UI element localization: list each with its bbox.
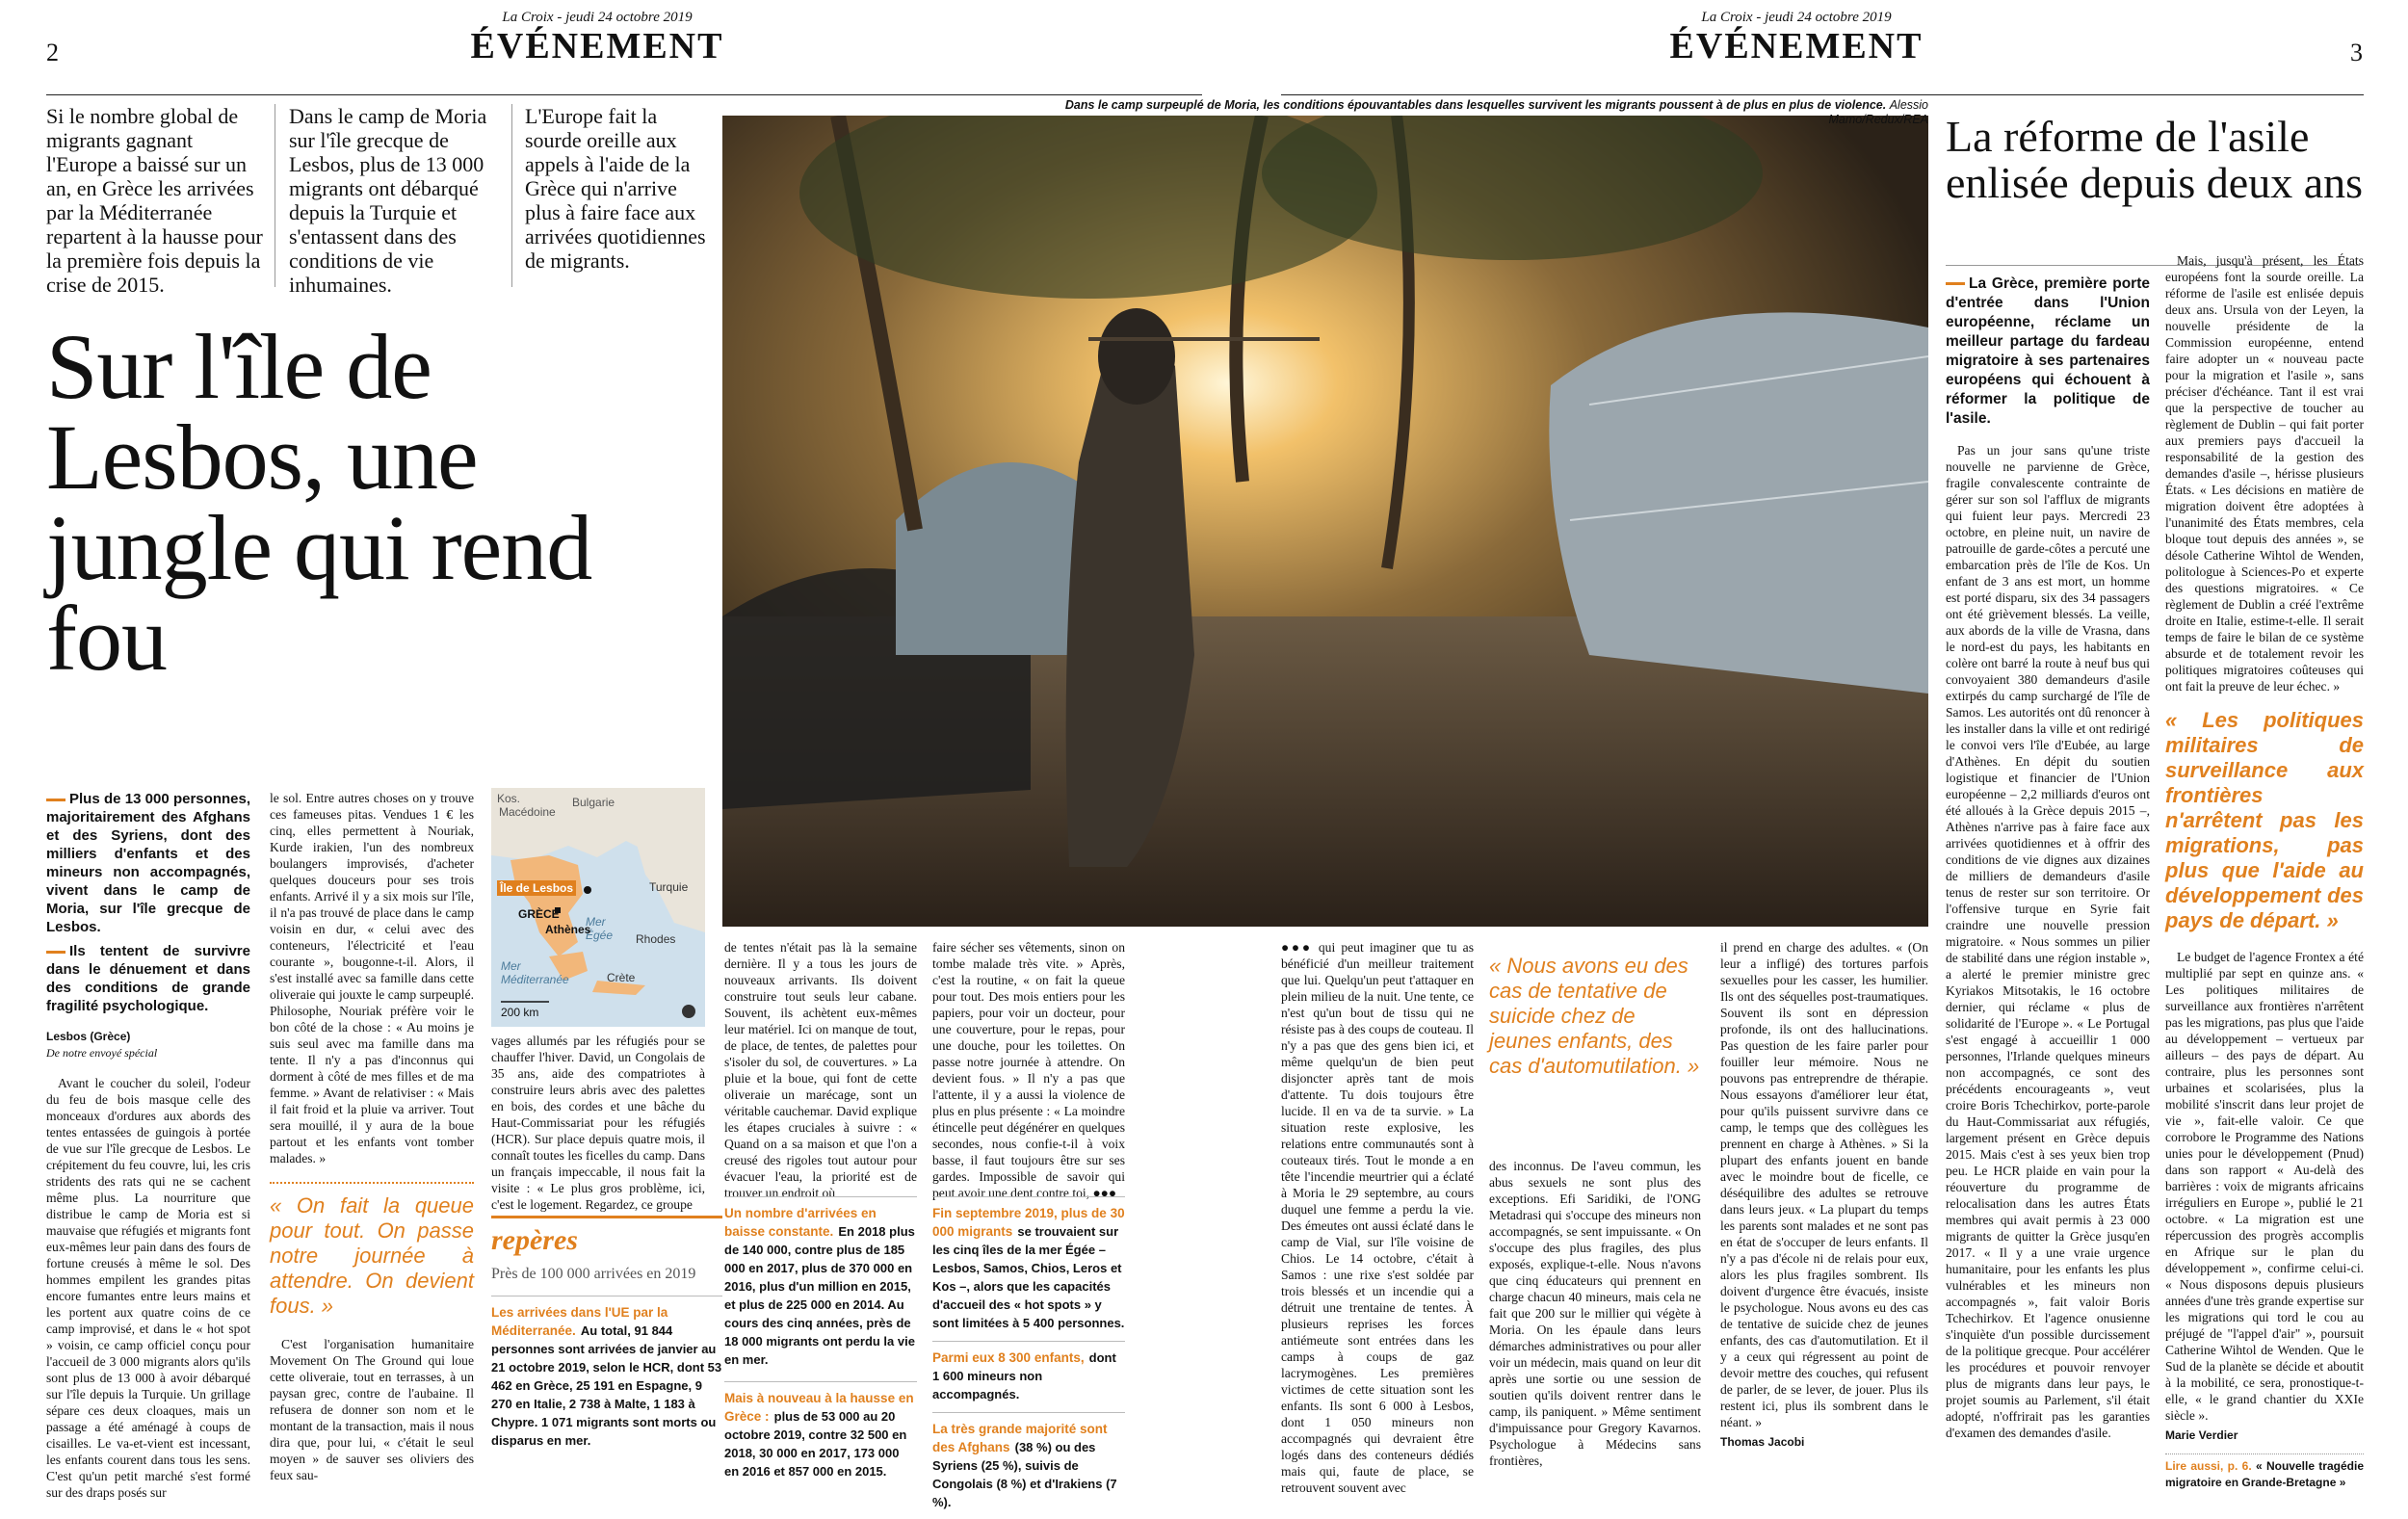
sidebar-column-2 xyxy=(2165,252,2364,1491)
runhead-left: La Croix - jeudi 24 octobre 2019 xyxy=(502,10,693,25)
page-number-right: 3 xyxy=(2350,39,2363,66)
accent-dash xyxy=(1946,282,1965,285)
reperes-body: Au total, 91 844 personnes sont arrivées de janvier au 21 octobre 2019, selon le HCR, dont 53 462 en Grèce, 25 191 en Espagne, 9 270 en Italie, 2 738 à Malte, 1 183 à Chypre. 1 071 migrants sont morts ou disparus en mer. xyxy=(491,1323,722,1448)
header-rule-left xyxy=(46,94,1202,95)
reperes-head: Fin septembre 2019, plus de 30 000 migrants xyxy=(932,1206,1125,1239)
kicker-divider xyxy=(511,104,512,287)
kicker-1: Si le nombre global de migrants gagnant l'Europe a baissé sur un an, en Grèce les arrivées par la Méditerranée repartent à la hausse pour la première fois depuis la crise de 2015. xyxy=(46,104,263,297)
page-number-left: 2 xyxy=(46,39,59,66)
sidebar-lead: La Grèce, première porte d'entrée dans l'Union européenne, réclame un meilleur partage du fardeau migratoire à ses partenaires européens qui échouent à réformer la politique de l'asile. xyxy=(1946,275,2150,427)
signature: Marie Verdier xyxy=(2165,1428,2238,1442)
header-rule-right xyxy=(1281,94,2364,95)
sidebar-column-1 xyxy=(1946,275,2150,1441)
signature: Thomas Jacobi xyxy=(1720,1435,1805,1449)
article-column-4 xyxy=(724,939,917,1201)
reperes-block xyxy=(932,1196,1125,1510)
section-title-left: ÉVÉNEMENT xyxy=(470,26,724,66)
section-title-right: ÉVÉNEMENT xyxy=(1669,26,1924,66)
pull-quote: « On fait la queue pour tout. On passe notre journée à attendre. On devient fous. » xyxy=(270,1182,474,1319)
map-label: GRÈCE xyxy=(518,907,560,921)
main-photo xyxy=(722,116,1928,927)
map-label: Macédoine xyxy=(499,805,556,819)
article-column-a xyxy=(1281,939,1474,1496)
body-text: vages allumés par les réfugiés pour se chauffer l'hiver. David, un Congolais de 35 ans, aide des compatriotes à construire leurs abris avec des palettes en bois, des cordes et une bâche du Haut-Commissariat pour les réfugiés (HCR). Sur place depuis quatre mois, il connaît toutes les ficelles du camp. Dans un français impeccable, il nous fait la visite : « Le plus gros problème, ici, c'est le logement. Regardez, ce groupe xyxy=(491,1034,705,1212)
article-column-2 xyxy=(270,790,474,1483)
map-label: Turquie xyxy=(649,880,689,894)
map-label: Bulgarie xyxy=(572,796,615,809)
envoy-label: De notre envoyé spécial xyxy=(46,1046,158,1060)
article-column-5 xyxy=(932,939,1125,1201)
map-label-highlight: Île de Lesbos xyxy=(497,880,576,896)
pull-quote-mid: « Nous avons eu des cas de tentative de suicide chez de jeunes enfants, des cas d'automutilation. » xyxy=(1489,954,1700,1078)
map-label: Crète xyxy=(607,971,636,984)
body-text: des inconnus. De l'aveu commun, les abus sexuels ne sont plus des exceptions. Efi Saridiki, de l'ONG Metadrasi qui s'occupe des mineurs non accompagnés, se sent impuissante. « On s'occupe des plus fragiles, des plus exposés, explique-t-elle. Nous n'avons que cinq éducateurs qui prennent en charge chacun 40 mineurs, mais cela ne fait que 200 sur le millier qui végète à Moria. On les épaule dans leurs démarches administratives ou pour aller voir un médecin, mais quand on leur dit après une sortie ou une session de soutien qu'ils doivent rentrer dans le camp, ils paniquent. » Même sentiment d'impuissance pour Gregory Kavarnos. Psychologue à Médecins sans frontières, xyxy=(1489,1159,1701,1468)
photo-caption: Dans le camp surpeuplé de Moria, les conditions épouvantables dans lesquelles survivent les migrants poussent à de plus en plus de violence. Alessio Mamo/Redux/REA xyxy=(1064,98,1928,126)
reperes-body: plus de 53 000 au 20 octobre 2019, contre 32 500 en 2018, 30 000 en 2017, 173 000 en 2016 et 857 000 en 2015. xyxy=(724,1409,907,1479)
reperes-head: Mais à nouveau à la hausse en Grèce : xyxy=(724,1391,914,1424)
body-text: de tentes n'était pas là la semaine dernière. Il y a tous les jours de nouveaux arrivants. Ils doivent construire tout seuls leur cabane. Souvent, ils achètent eux-mêmes leur matériel. Ici on manque de tout, de place, de tentes, de palettes pour s'isoler du sol, de couvertures. » La pluie et la boue, qui font de cette oliveraie un marécage, sont un véritable cauchemar. David explique les étapes cruciales à suivre : « Quand on a sa maison et que l'on a creusé des rigoles tout autour pour évacuer l'eau, la priorité est de trouver un endroit où xyxy=(724,940,917,1200)
map-label: Kos. xyxy=(497,792,521,805)
article-column-b xyxy=(1489,1158,1701,1469)
dateline: Lesbos (Grèce) xyxy=(46,1030,131,1043)
body-text: ●●● qui peut imaginer que tu as bénéficié d'un meilleur traitement que lui. Quelqu'un peut t'attaquer en plein milieu de la nuit. Une tente, ce n'est qu'un bout de tissu qui ne résiste pas à des coups de couteau. Il n'y a pas que des gens bien ici, et même quelqu'un de bien peut disjoncter après tant de mois d'attente. Tu dois toujours être lucide. Il en va de ta survie. » La situation reste explosive, les relations entre communautés sont à couteaux tirés. Tout le monde a en tête l'incendie meurtrier qui a éclaté à Moria le 29 septembre, au cours duquel une femme a perdu la vie. Des émeutes ont aussi éclaté dans le camp de Vial, sur l'île voisine de Chios. Le 14 octobre, c'était à Samos : une rixe s'est soldée par trois blessés et un incendie qui a détruit une trentaine de tentes. À plusieurs reprises les forces antiémeute sont entrées dans les camps à coups de gaz lacrymogènes. Les premières victimes de cette situation sont les enfants. Ils sont 6 000 à Lesbos, dont 1 050 mineurs non accompagnés qui devraient être logés dans des conteneurs dédiés mais qui, faute de place, se retrouvent souvent avec xyxy=(1281,940,1474,1495)
body-text: faire sécher ses vêtements, sinon on tombe malade très vite. » Après, c'est la routine, « on fait la queue pour tout. Des mois entiers pour les papiers, pour voir un docteur, pour une couverture, pour le repas, pour une douche, pour les toilettes. On passe notre journée à attendre. On devient fous. » Il n'y a pas que l'attente, il y a aussi la violence de plus en plus présente : « La moindre étincelle peut dégénérer en quelques secondes, nous confie-t-il à voix basse, il faut toujours être sur ses gardes. Impossible de savoir qui peut avoir une dent contre toi, ●●● xyxy=(932,940,1125,1200)
body-text: Mais, jusqu'à présent, les États européens font la sourde oreille. La réforme de l'asile est enlisée depuis deux ans. Ursula von der Leyen, la nouvelle présidente de la Commission européenne, entend faire adopter un « nouveau pacte pour la migration et l'asile », sans préciser d'échéance. Tant il est vrai que la perspective de toucher au règlement de Dublin – qui fait porter aux premiers pays d'accueil la responsabilité de la gestion des demandes d'asile –, hérisse plusieurs États. « Les décisions en matière de migration doivent être adoptées à l'unanimité des États membres, cela bloque tout depuis des années », se désole Catherine Wihtol de Wenden, politologue à Sciences-Po et experte des questions migratoires. « Ce règlement de Dublin a créé l'extrême droite en Italie, estime-t-elle. Il serait temps de faire le bilan de ce système absurde et de totalement revoir les politiques migratoires coûteuses qui ont fait la preuve de leur échec. » xyxy=(2165,253,2364,694)
article-column-3 xyxy=(491,1033,705,1213)
lead-paragraph: Plus de 13 000 personnes, majoritairement des Afghans et des Syriens, dont des milliers d'enfants et des mineurs non accompagnés, vivent dans le camp de Moria, sur l'île grecque de Lesbos. xyxy=(46,791,250,935)
see-also[interactable]: Lire aussi, p. 6. « Nouvelle tragédie migratoire en Grande-Bretagne » xyxy=(2165,1454,2364,1491)
sidebar-title: La réforme de l'asile enlisée depuis deux ans xyxy=(1946,112,2364,207)
reperes-body: se trouvaient sur les cinq îles de la mer Égée – Lesbos, Samos, Chios, Leros et Kos –, alors que les capacités d'accueil des « hot spots » y sont limitées à 5 400 personnes. xyxy=(932,1224,1125,1330)
map-label: Rhodes xyxy=(636,932,676,946)
body-text: C'est l'organisation humanitaire Movement On The Ground qui loue cette oliveraie, tout en terrasses, à un paysan grec, contre de l'aubaine. Il refusera de donner son nom et le montant de la transaction, mais il nous dira que, pour lui, « c'était le seul moyen » de sauver ses oliviers des feux sau- xyxy=(270,1337,474,1482)
kicker-2: Dans le camp de Moria sur l'île grecque de Lesbos, plus de 13 000 migrants ont débarqué depuis la Turquie et s'entassent dans des conditions de vie inhumaines. xyxy=(289,104,487,297)
body-text: Pas un jour sans qu'une triste nouvelle ne parvienne de Grèce, fragile convalescente contrainte de gérer sur son sol l'afflux de migrants qui fuient leur pays. Mercredi 23 octobre, en pleine nuit, un navire de patrouille de garde-côtes a percuté une embarcation près de l'île de Kos. Un enfant de 3 ans est mort, un homme est porté disparu, six des 34 passagers ont été grièvement blessés. La veille, aux abords de la ville de Vrasna, dans le nord-est du pays, les habitants en colère ont barré la route à neuf bus qui convoyaient 380 demandeurs d'asile extirpés du camp surchargé de l'île de Samos. Les autorités ont dû renoncer à les installer dans la ville et ont redirigé le convoi vers l'île d'Eubée, au large d'Athènes. En dépit du soutien logistique et financier de l'Union européenne – 2,2 milliards d'euros ont été alloués à la Grèce depuis 2015 –, Athènes n'arrive pas à faire face aux arrivées quotidiennes et à offrir des conditions de vie dignes aux dizaines de milliers de demandeurs d'asile tenus de rester sur son territoire. Or l'offensive turque en Syrie fait craindre une nouvelle pression migratoire. « Nous sommes un pilier de stabilité dans une région instable », a alerté le premier ministre grec Kyriakos Mitsotakis, le 16 octobre dernier, qui réclame « plus de solidarité de l'Europe ». « Le Portugal s'est engagé à accueillir 1 000 personnes, l'Irlande quelques mineurs non accompagnés, ce sont des précédents encourageants », veut croire Boris Tchechirkov, porte-parole du Haut-Commissariat aux réfugiés, largement présent en Grèce depuis 2015. Mais c'est à ses yeux bien trop peu. Le HCR plaide en vain pour la réouverture du programme de relocalisation dans les autres États membres qui avait permis à 23 000 migrants de quitter la Grèce jusqu'en 2017. « Il y a une vraie urgence humanitaire, pour les enfants les plus vulnérables et les mineurs non accompagnés », fait valoir Boris Tchechirkov. Et l'agence onusienne s'inquiète d'un possible durcissement de la politique grecque. Pour accélérer les procédures et pouvoir renvoyer plus de migrants dans leur pays, le projet soumis au Parlement, s'il était adopté, n'offrirait pas les garanties d'examen des demandes d'asile. xyxy=(1946,443,2150,1440)
map-label: Mer Méditerranée xyxy=(501,959,569,986)
pull-quote-right: « Les politiques militaires de surveillance aux frontières n'arrêtent pas les migrations, pas plus que l'aide au développement des pays de départ. » xyxy=(2165,708,2364,932)
camp-photo xyxy=(722,116,1928,927)
reperes-headline: Près de 100 000 arrivées en 2019 xyxy=(491,1266,696,1282)
reperes-title: repères xyxy=(491,1224,578,1256)
reperes-body: dont 1 600 mineurs non accompagnés. xyxy=(932,1350,1116,1401)
runhead-right: La Croix - jeudi 24 octobre 2019 xyxy=(1701,10,1892,25)
article-column-1 xyxy=(46,790,250,1501)
reperes-body: En 2018 plus de 140 000, contre plus de 185 000 en 2017, plus de 370 000 en 2016, plus d'un million en 2015, et plus de 225 000 en 2014. Au cours des cinq années, près de 18 000 migrants ont perdu la vie en mer. xyxy=(724,1224,915,1367)
reperes-body: (38 %) ou des Syriens (25 %), suivis de Congolais (8 %) et d'Irakiens (7 %). xyxy=(932,1440,1117,1509)
reperes-head: Parmi eux 8 300 enfants, xyxy=(932,1350,1085,1365)
body-text: il prend en charge des adultes. « (On leur a infligé) des tortures parfois sexuelles pour les casser, les humilier. Ils ont des séquelles post-traumatiques. Souvent ils sont en dépression profonde, ils ont des hallucinations. Pas question de les faire parler pour fouiller leur mémoire. Nous ne pouvons pas entreprendre de thérapie. Nous essayons d'améliorer leur état, pour qu'ils puissent survivre dans ce camp, le temps que des collègues les prennent en charge à Athènes. » Si la plupart des enfants jouent en bande avec le moindre bout de ficelle, ce déséquilibre des adultes se retrouve dans leurs jeux. « La plupart du temps les parents sont malades et ne sont pas en état de s'occuper de leurs enfants. Il n'y a pas d'école ni de relais pour eux, alors les plus fragiles sombrent. Ils doivent d'urgence être évacués, insiste le psychologue. Nous avons eu des cas de tentative de suicide chez de jeunes enfants, des cas d'automutilation. Et il y a ceux qui régressent au point de devoir mettre des couches, qui refusent de parler, de se lever, de jouer. Plus ils restent ici, plus ils sombrent dans le néant. » xyxy=(1720,940,1928,1429)
reperes-head: Les arrivées dans l'UE par la Méditerranée. xyxy=(491,1305,668,1338)
map-scale: 200 km xyxy=(501,1006,539,1019)
reperes-head: Un nombre d'arrivées en baisse constante. xyxy=(724,1206,877,1239)
body-text: Avant le coucher du soleil, l'odeur du feu de bois masque celle des monceaux d'ordures aux abords des tentes entassées de guingois à portée de vue sur l'île grecque de Lesbos. Le crépitement du feu couvre, lui, les cris stridents des rats qui ne se cachent même plus. La nourriture que distribue le camp de Moria est si mauvaise que réfugiés et migrants font eux-mêmes leur pain dans des fours de fortune creusés à même le sol. Des hommes empilent les grandes pitas encore fumantes entre leurs mains et les portent aux quatre coins de ce camp improvisé, et dans le « hot spot » voisin, ce camp officiel conçu pour l'accueil de 3 000 migrants alors qu'ils sont plus de 13 000 à avoir débarqué sur l'île depuis la Turquie. Un grillage sépare ces deux cloaques, mais un passage a été aménagé à coups de cisailles. Le va-et-vient est incessant, les enfants courent dans tous les sens. C'est qu'un petit marché s'est formé sur des draps posés sur xyxy=(46,1076,250,1500)
map-inset xyxy=(491,788,705,1027)
body-text: Le budget de l'agence Frontex a été multiplié par sept en quinze ans. « Les politiques militaires de surveillance aux frontières n'arrêtent pas les migrations, pas plus que l'aide au développement – vertueux par ailleurs – des pays de départ. Au contraire, plus les personnes sont urbaines et scolarisées, plus la mobilité s'inscrit dans leur projet de vie », fait-elle valoir. Ce que corrobore le Programme des Nations unies pour le développement (Pnud) dans son rapport « Au-delà des barrières : voix de migrants africains irréguliers en Europe », publié le 21 octobre. « La migration est une répercussion des progrès accomplis en Afrique sur le plan du développement », confirme celui-ci. « Nous disposons depuis plusieurs années d'une très grande expertise sur les migrations qui tord le cou au préjugé de "l'appel d'air" », poursuit Catherine Wihtol de Wenden. Que le Sud de la planète se décide et aboutit à la mobilité, ce sera, pronostique-t-elle, « le grand chantier du XXIe siècle ». xyxy=(2165,950,2364,1423)
headline: Sur l'île de Lesbos, une jungle qui rend fou xyxy=(46,315,592,690)
reperes-head: La très grande majorité sont des Afghans xyxy=(932,1422,1108,1454)
accent-dash xyxy=(46,951,65,954)
body-text: le sol. Entre autres choses on y trouve ces fameuses pitas. Vendues 1 € les cinq, elles permettent à Nouriak, Kurde irakien, l'un des nombreux boulangers improvisés, d'acheter quelques douceurs pour ses trois enfants. Arrivé il y a six mois sur l'île, il n'a pas trouvé de place dans le camp voisin en dur, « celui avec des conteneurs, l'électricité et l'eau courante », bougonne-t-il. Alors, il s'est installé avec sa famille dans cette oliveraie qui jouxte le camp surpeuplé. Philosophe, Nouriak préfère voir le bon côté de la chose : « Au moins je suis seul avec ma famille dans ma tente. Il n'y a pas d'inconnus qui dorment à côté de mes filles et de ma femme. » Avant de relativiser : « Mais il fait froid et la pluie va arriver. Tout sera mouillé, il y aura de la boue partout et les enfants vont tomber malades. » xyxy=(270,791,474,1165)
article-column-c xyxy=(1720,939,1928,1451)
lead-paragraph: Ils tentent de survivre dans le dénuement et dans des conditions de grande fragilité psychologique. xyxy=(46,943,250,1014)
reperes-box xyxy=(491,1216,722,1449)
map-label: Mer Égée xyxy=(586,915,614,942)
kicker-3: L'Europe fait la sourde oreille aux appels à l'aide de la Grèce qui n'arrive plus à faire face aux arrivées quotidiennes de migrants. xyxy=(525,104,706,273)
accent-dash xyxy=(46,799,65,801)
reperes-block xyxy=(724,1196,917,1480)
map-label: Athènes xyxy=(545,923,591,936)
